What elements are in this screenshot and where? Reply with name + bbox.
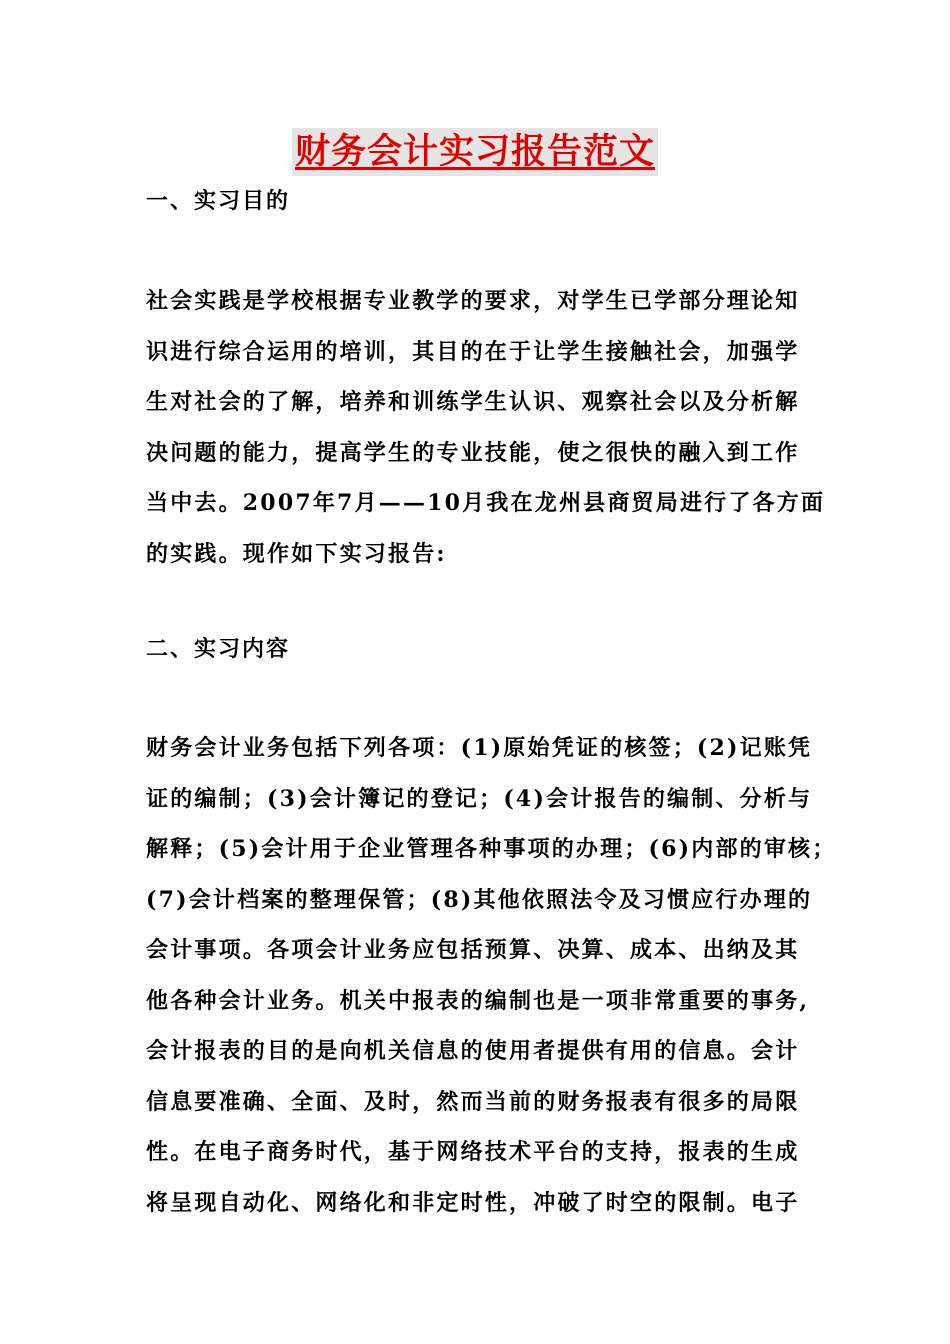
title-container <box>0 128 950 176</box>
paragraph-line: 解释；(5)会计用于企业管理各种事项的办理；(6)内部的审核； <box>146 836 837 862</box>
paragraph-line: 社会实践是学校根据专业教学的要求，对学生已学部分理论知 <box>146 288 800 314</box>
paragraph-line: 财务会计业务包括下列各项：(1)原始凭证的核签；(2)记账凭 <box>146 735 813 761</box>
paragraph-line: 的实践。现作如下实习报告: <box>146 540 447 567</box>
paragraph-line: 证的编制；(3)会计簿记的登记；(4)会计报告的编制、分析与 <box>146 785 813 812</box>
paragraph-line: 信息要准确、全面、及时，然而当前的财务报表有很多的局限 <box>146 1088 800 1115</box>
paragraph-line: 会计事项。各项会计业务应包括预算、决算、成本、出纳及其 <box>146 937 800 963</box>
paragraph-purpose <box>146 276 826 579</box>
paragraph-line: 生对社会的了解，培养和训练学生认识、观察社会以及分析解 <box>146 389 800 415</box>
section-heading-purpose: 一、实习目的 <box>146 188 291 214</box>
document-title: 财务会计实习报告范文 <box>292 128 658 176</box>
paragraph-line: 决问题的能力，提高学生的专业技能，使之很快的融入到工作 <box>146 439 800 466</box>
paragraph-line: 性。在电子商务时代，基于网络技术平台的支持，报表的生成 <box>146 1139 800 1165</box>
paragraph-line: 会计报表的目的是向机关信息的使用者提供有用的信息。会计 <box>146 1038 800 1064</box>
paragraph-line: 他各种会计业务。机关中报表的编制也是一项非常重要的事务, <box>146 987 810 1014</box>
section-heading-content: 二、实习内容 <box>146 636 291 662</box>
paragraph-line: 当中去。2007年7月——10月我在龙州县商贸局进行了各方面 <box>146 490 826 516</box>
paragraph-content <box>146 723 837 1228</box>
paragraph-line: 将呈现自动化、网络化和非定时性，冲破了时空的限制。电子 <box>146 1189 800 1216</box>
paragraph-line: (7)会计档案的整理保管；(8)其他依照法令及习惯应行办理的 <box>146 886 813 913</box>
paragraph-line: 识进行综合运用的培训，其目的在于让学生接触社会，加强学 <box>146 338 800 365</box>
